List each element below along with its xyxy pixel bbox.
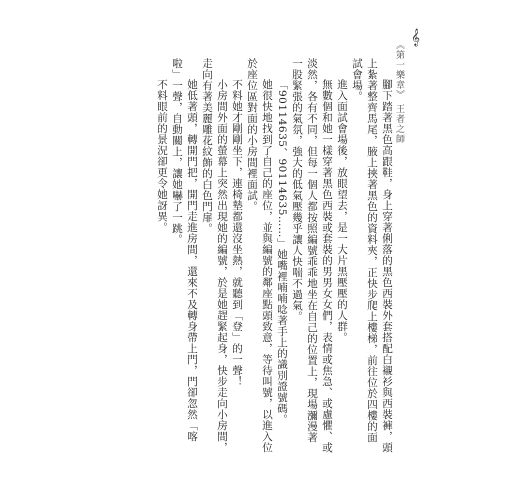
running-header xyxy=(393,40,404,144)
paragraph: 她低著頭，轉開門把，開門走進房間，還來不及轉身帶上門，門卻忽然「喀啦」一聲，自動關上，讓她嚇了一跳。 xyxy=(171,58,198,442)
chapter-title: 《第一樂章》 xyxy=(394,40,404,100)
paragraph: 進入面試會場後，放眼望去，是一大片黑壓壓的人群。 xyxy=(336,79,348,343)
treble-clef-icon: 𝄞 xyxy=(411,28,420,46)
paragraph: 不料她才剛剛坐下，連椅墊都還沒坐熱，就聽到「登」的一聲！ xyxy=(231,79,243,387)
paragraph: 不料眼前的景況卻更令她訝異。 xyxy=(156,79,168,233)
paragraph: 腳下踏著黑色高跟鞋，身上穿著俐落的黑色西裝外套搭配白襯衫與西裝褲，頭上紮著整齊馬尾，腋上挾著黑色的資料夾，正快步爬上樓梯，前往位於四樓的面試會場。 xyxy=(351,58,393,453)
section-title: 王者之師 xyxy=(394,103,404,144)
body-text xyxy=(104,58,394,453)
paragraph: 「90114635、90114635……」她嘴裡喃喃唸著手上的識別證號碼。 xyxy=(276,79,288,425)
paragraph: 她很快地找到了自己的座位，並與編號的鄰座點頭致意，等待叫號，以進入位於座位區對面的小房間裡面試。 xyxy=(246,58,273,453)
paragraph: 無數個和她一樣穿著黑色西裝或套裝的男男女女們，表情或焦急、或慮懼、或淡然，各有不同，但每一個人都按照編號乖乖地坐在自己的位置上，現場瀰漫著一股緊張的氣氛，強大的低氣壓幾乎讓人快喘不過氣。 xyxy=(291,58,333,453)
paragraph: 小房間外面的螢幕上突然出現她的編號，於是她趕緊起身，快步走向小房間，走向有著美麗雕花紋飾的白色門扉。 xyxy=(201,58,228,453)
